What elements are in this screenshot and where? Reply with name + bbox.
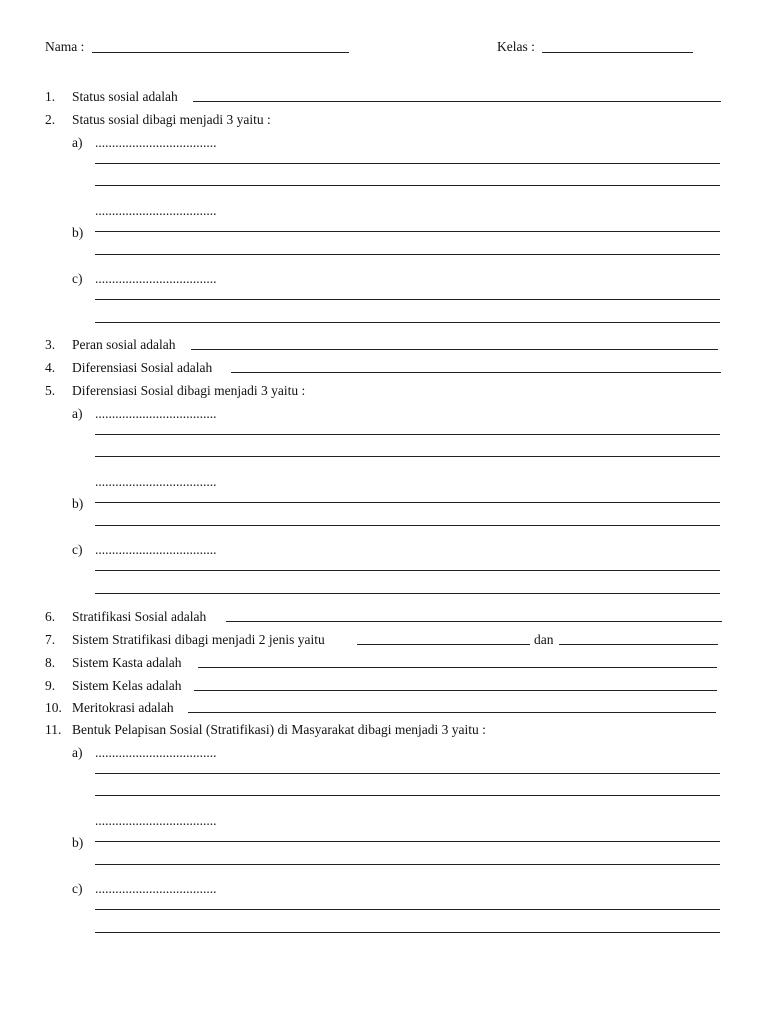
question-text: Sistem Kelas adalah xyxy=(72,678,182,693)
answer-line[interactable] xyxy=(95,593,720,594)
answer-line[interactable] xyxy=(193,101,721,102)
answer-line[interactable] xyxy=(231,372,721,373)
question-number: 9. xyxy=(45,678,56,693)
answer-line[interactable] xyxy=(95,185,720,186)
question-text: Bentuk Pelapisan Sosial (Stratifikasi) di Masyarakat dibagi menjadi 3 yaitu : xyxy=(72,722,486,737)
answer-line[interactable] xyxy=(95,163,720,164)
question-number: 7. xyxy=(45,632,56,647)
class-field[interactable] xyxy=(542,52,693,53)
dotted-blank[interactable]: .................................... xyxy=(95,271,217,286)
question-text: Diferensiasi Sosial adalah xyxy=(72,360,213,375)
answer-line[interactable] xyxy=(95,909,720,910)
name-field[interactable] xyxy=(92,52,349,53)
connector-text: dan xyxy=(534,632,554,647)
answer-line[interactable] xyxy=(357,644,530,645)
sub-label-c: c) xyxy=(72,542,83,557)
dotted-blank[interactable]: .................................... xyxy=(95,406,217,421)
dotted-blank[interactable]: .................................... xyxy=(95,813,217,828)
dotted-blank[interactable]: .................................... xyxy=(95,881,217,896)
answer-line[interactable] xyxy=(95,254,720,255)
answer-line[interactable] xyxy=(95,299,720,300)
answer-line[interactable] xyxy=(559,644,718,645)
answer-line[interactable] xyxy=(95,502,720,503)
dotted-blank[interactable]: .................................... xyxy=(95,745,217,760)
question-text: Meritokrasi adalah xyxy=(72,700,174,715)
question-number: 10. xyxy=(45,700,62,715)
question-text: Sistem Kasta adalah xyxy=(72,655,182,670)
sub-label-a: a) xyxy=(72,745,83,760)
dotted-blank[interactable]: .................................... xyxy=(95,542,217,557)
dotted-blank[interactable]: .................................... xyxy=(95,135,217,150)
question-number: 6. xyxy=(45,609,56,624)
sub-label-a: a) xyxy=(72,135,83,150)
question-text: Status sosial adalah xyxy=(72,89,178,104)
question-number: 1. xyxy=(45,89,56,104)
answer-line[interactable] xyxy=(95,795,720,796)
answer-line[interactable] xyxy=(95,525,720,526)
question-text: Diferensiasi Sosial dibagi menjadi 3 yaitu : xyxy=(72,383,306,398)
question-text: Sistem Stratifikasi dibagi menjadi 2 jenis yaitu xyxy=(72,632,325,647)
question-number: 8. xyxy=(45,655,56,670)
question-number: 3. xyxy=(45,337,56,352)
class-label: Kelas : xyxy=(497,39,535,54)
name-label: Nama : xyxy=(45,39,85,54)
answer-line[interactable] xyxy=(95,570,720,571)
answer-line[interactable] xyxy=(95,231,720,232)
question-text: Peran sosial adalah xyxy=(72,337,176,352)
sub-label-c: c) xyxy=(72,271,83,286)
question-number: 11. xyxy=(45,722,62,737)
answer-line[interactable] xyxy=(188,712,716,713)
question-number: 2. xyxy=(45,112,56,127)
answer-line[interactable] xyxy=(95,322,720,323)
answer-line[interactable] xyxy=(95,841,720,842)
answer-line[interactable] xyxy=(95,456,720,457)
answer-line[interactable] xyxy=(198,667,717,668)
sub-label-c: c) xyxy=(72,881,83,896)
answer-line[interactable] xyxy=(95,864,720,865)
dotted-blank[interactable]: .................................... xyxy=(95,203,217,218)
answer-line[interactable] xyxy=(194,690,717,691)
answer-line[interactable] xyxy=(95,932,720,933)
answer-line[interactable] xyxy=(95,773,720,774)
sub-label-b: b) xyxy=(72,225,84,240)
sub-label-b: b) xyxy=(72,835,84,850)
question-text: Stratifikasi Sosial adalah xyxy=(72,609,207,624)
answer-line[interactable] xyxy=(226,621,722,622)
question-number: 5. xyxy=(45,383,56,398)
sub-label-b: b) xyxy=(72,496,84,511)
answer-line[interactable] xyxy=(95,434,720,435)
answer-line[interactable] xyxy=(191,349,718,350)
sub-label-a: a) xyxy=(72,406,83,421)
dotted-blank[interactable]: .................................... xyxy=(95,474,217,489)
question-text: Status sosial dibagi menjadi 3 yaitu : xyxy=(72,112,271,127)
question-number: 4. xyxy=(45,360,56,375)
